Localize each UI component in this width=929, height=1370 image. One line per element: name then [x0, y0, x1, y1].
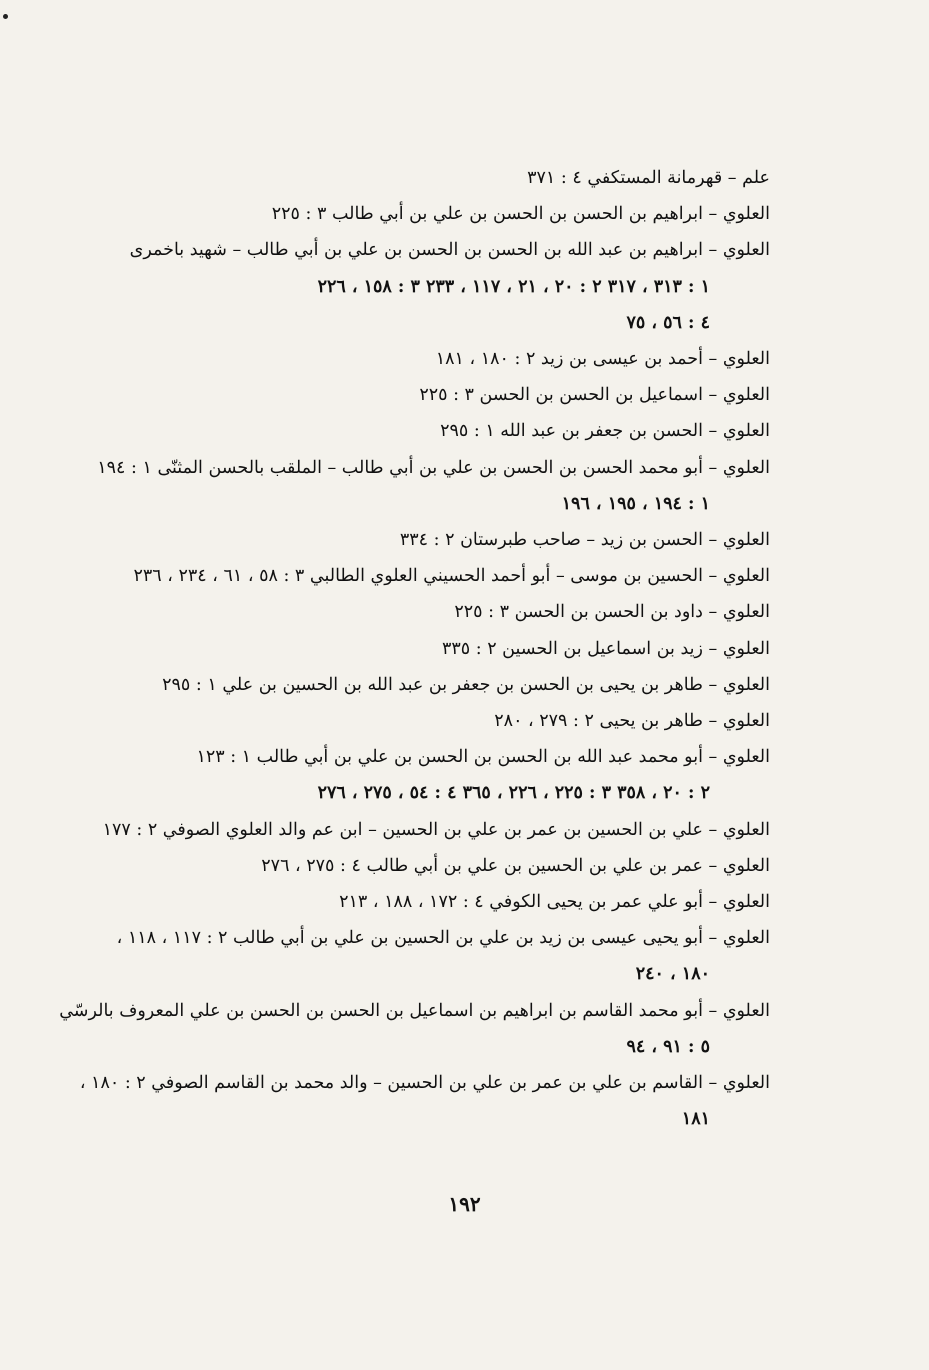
index-entry: العلوي – أبو علي عمر بن يحيى الكوفي ٤ : ١٧٢ ، ١٨٨ ، ٢١٣	[339, 892, 770, 913]
index-entry: العلوي – زيد بن اسماعيل بن الحسين ٢ : ٣٣٥	[441, 638, 770, 659]
index-entry-continuation: ٤ : ٥٦ ، ٧٥	[626, 312, 710, 333]
index-entry: العلوي – داود بن الحسن بن الحسن ٣ : ٢٢٥	[454, 602, 770, 623]
index-entry-continuation: ١ : ٣١٣ ، ٣١٧ ٢ : ٢٠ ، ٢١ ، ١١٧ ، ٢٣٣ ٣ : ١٥٨ ، ٢٢٦	[317, 276, 710, 297]
index-entry: العلوي – علي بن الحسين بن عمر بن علي بن الحسين – ابن عم والد العلوي الصوفي ٢ : ١٧٧	[102, 819, 770, 840]
index-entry: العلوي – أبو يحيى عيسى بن زيد بن علي بن الحسين بن علي بن أبي طالب ٢ : ١١٧ ، ١١٨ ،	[116, 928, 770, 949]
index-entry: العلوي – الحسن بن زيد – صاحب طبرستان ٢ : ٣٣٤	[399, 530, 770, 551]
index-entry: العلوي – طاهر بن يحيى ٢ : ٢٧٩ ، ٢٨٠	[494, 711, 770, 732]
index-entry-continuation: ٥ : ٩١ ، ٩٤	[626, 1036, 710, 1057]
index-entries	[59, 160, 770, 1137]
scan-speck	[3, 14, 8, 19]
index-entry: العلوي – عمر بن علي بن الحسين بن علي بن أبي طالب ٤ : ٢٧٥ ، ٢٧٦	[261, 855, 770, 876]
index-entry: العلوي – أبو محمد القاسم بن ابراهيم بن اسماعيل بن الحسن بن الحسن بن علي المعروف بالرسّي	[59, 1000, 770, 1021]
index-entry: العلوي – أبو محمد عبد الله بن الحسن بن الحسن بن علي بن أبي طالب ١ : ١٢٣	[196, 747, 770, 768]
index-entry-continuation: ٢ : ٢٠ ، ٣٥٨ ٣ : ٢٢٥ ، ٢٢٦ ، ٣٦٥ ٤ : ٥٤ ، ٢٧٥ ، ٢٧٦	[317, 783, 710, 804]
index-entry-continuation: ١ : ١٩٤ ، ١٩٥ ، ١٩٦	[561, 493, 710, 514]
index-entry: العلوي – ابراهيم بن الحسن بن الحسن بن علي بن أبي طالب ٣ : ٢٢٥	[271, 204, 770, 225]
index-entry: العلوي – اسماعيل بن الحسن بن الحسن ٣ : ٢٢٥	[419, 385, 770, 406]
page-number: ١٩٢	[448, 1192, 481, 1216]
index-entry: علم – قهرمانة المستكفي ٤ : ٣٧١	[527, 168, 770, 188]
index-entry: العلوي – أحمد بن عيسى بن زيد ٢ : ١٨٠ ، ١٨١	[435, 349, 770, 370]
index-entry: العلوي – أبو محمد الحسن بن الحسن بن علي بن أبي طالب – الملقب بالحسن المثنّى ١ : ١٩٤	[97, 457, 770, 478]
index-entry: العلوي – الحسين بن موسى – أبو أحمد الحسيني العلوي الطالبي ٣ : ٥٨ ، ٦١ ، ٢٣٤ ، ٢٣٦	[133, 566, 770, 587]
index-entry: العلوي – ابراهيم بن عبد الله بن الحسن بن الحسن بن علي بن أبي طالب – شهيد باخمرى	[129, 240, 770, 261]
index-entry-continuation: ١٨١	[681, 1109, 710, 1130]
index-entry: العلوي – الحسن بن جعفر بن عبد الله ١ : ٢٩٥	[440, 421, 770, 442]
index-entry: العلوي – طاهر بن يحيى بن الحسن بن جعفر بن عبد الله بن الحسين بن علي ١ : ٢٩٥	[162, 674, 770, 695]
index-entry-continuation: ١٨٠ ، ٢٤٠	[635, 964, 710, 985]
index-entry: العلوي – القاسم بن علي بن عمر بن علي بن الحسين – والد محمد بن القاسم الصوفي ٢ : ١٨٠ ،	[79, 1073, 770, 1094]
